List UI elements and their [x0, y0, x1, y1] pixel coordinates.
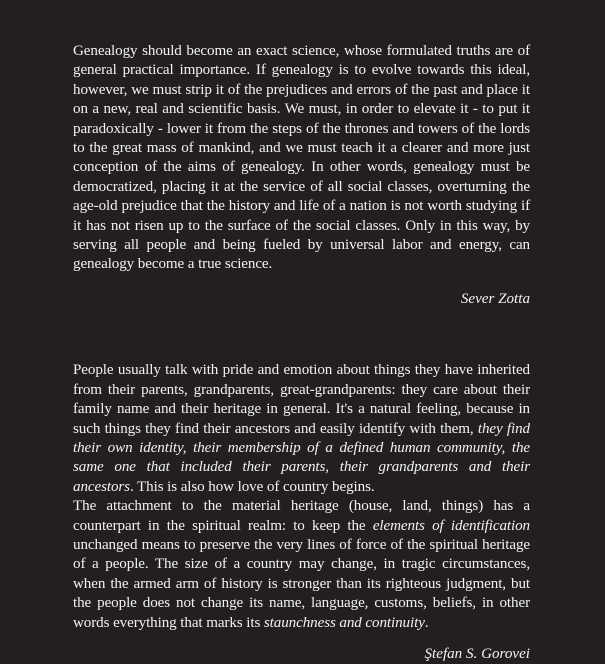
- quote-zotta-text: Genealogy should become an exact science, whose formulated truths are of general practical importance. If genealogy is to evolve towards this ideal, however, we must strip it of the prejudices and errors of the past and place it on a new, real and scientific basis. We must, in order to elevate it - to put it paradoxically - lower it from the steps of the thrones and towers of the lords to the great mass of mankind, and we must teach it a clearer and more just conception of the aims of genealogy. In other words, genealogy must be democratized, placing it at the service of all social classes, overturning the age-old prejudice that the history and life of a nation is not worth studying if it has not risen up to the surface of the social classes. Only in this way, by serving all people and being fueled by universal labor and energy, can genealogy become a true science.: [73, 43, 530, 273]
- quote-gorovei-paragraph-2: [73, 497, 530, 633]
- quote-gorovei-p1-text-a: People usually talk with pride and emotion about things they have inherited from their parents, grandparents, great-grandparents: they care about their family name and their heritage in general. It's a natural feeling, because in such things they find their ancestors and easily identify with them,: [73, 362, 530, 437]
- quote-gorovei-paragraph-1: [73, 361, 530, 497]
- document-page: [73, 42, 530, 664]
- quote-gorovei-p2-emphasis-2: staunchness and continuity: [263, 614, 425, 631]
- quote-gorovei-p2-text-b: unchanged means to preserve the very lines of force of the spiritual heritage of a people. The size of a country may change, in tragic circumstances, when the armed arm of history is stronger than its righteous judgment, but the people does not change its name, language, customs, beliefs, in other words everything that marks its: [73, 536, 530, 631]
- quote-gorovei-p2-text-a: The attachment to the material heritage (house, land, things) has a counterpart in the spiritual realm: to keep the: [73, 498, 530, 534]
- quote-gorovei-p2-emphasis-1: elements of identification: [372, 517, 530, 534]
- quote-gorovei-p1-emphasis: they find their own identity, their membership of a defined human community, the same one that included their parents, their grandparents and their ancestors: [73, 420, 531, 495]
- quote-gorovei-author: Ştefan S. Gorovei: [424, 645, 530, 662]
- quote-gorovei-p2-text-c: .: [424, 614, 429, 631]
- quote-zotta-author: Sever Zotta: [460, 290, 530, 307]
- quote-gorovei-p1-text-b: . This is also how love of country begins.: [129, 478, 375, 495]
